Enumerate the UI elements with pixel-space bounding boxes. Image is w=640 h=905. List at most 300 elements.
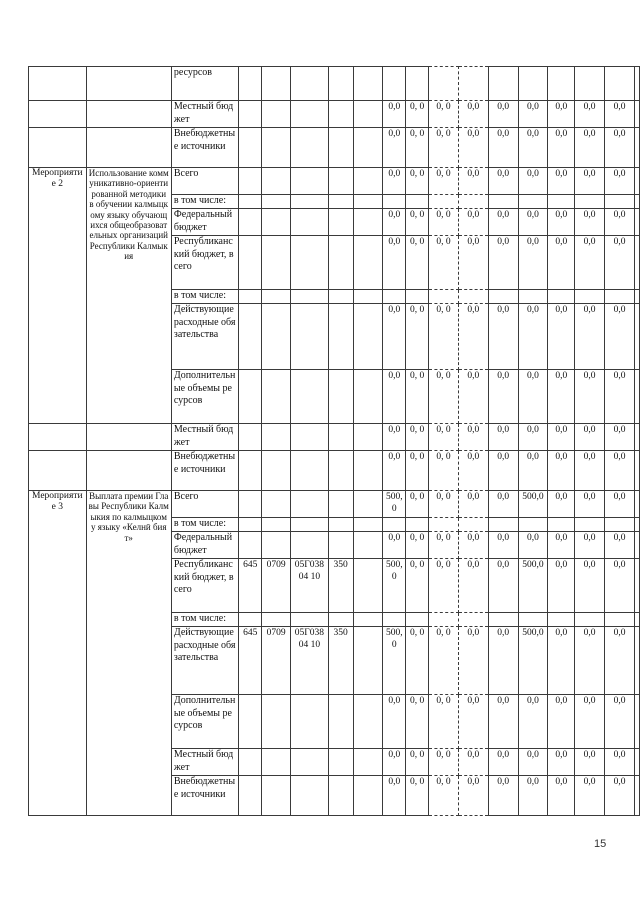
value-cell xyxy=(458,518,488,532)
value-cell xyxy=(605,518,635,532)
measure-description-cell xyxy=(86,451,171,491)
value-cell: 0,0 xyxy=(548,491,575,518)
value-cell xyxy=(635,290,640,304)
funding-source-cell: в том числе: xyxy=(171,195,238,209)
value-cell: 0,0 xyxy=(488,370,518,424)
value-cell xyxy=(635,776,640,816)
value-cell: 0,0 xyxy=(383,128,406,168)
value-cell xyxy=(488,195,518,209)
value-cell: 0,0 xyxy=(605,168,635,195)
value-cell xyxy=(548,195,575,209)
value-cell: 0,0 xyxy=(575,559,605,613)
funding-source-cell: Внебюджетные источники xyxy=(171,128,238,168)
value-cell: 0, 0 xyxy=(429,695,459,749)
funding-source-cell: Дополнительные объемы ресурсов xyxy=(171,695,238,749)
value-cell: 0, 0 xyxy=(429,776,459,816)
funding-source-cell: Местный бюджет xyxy=(171,424,238,451)
budget-code-cell xyxy=(239,613,262,627)
value-cell xyxy=(429,195,459,209)
value-cell: 0, 0 xyxy=(429,532,459,559)
budget-code-cell xyxy=(262,195,291,209)
value-cell xyxy=(635,195,640,209)
budget-code-cell: 05Г03804 10 xyxy=(291,559,329,613)
value-cell: 0, 0 xyxy=(406,695,429,749)
budget-code-cell xyxy=(291,695,329,749)
budget-code-cell xyxy=(291,451,329,491)
budget-code-cell xyxy=(353,749,383,776)
value-cell: 0, 0 xyxy=(406,128,429,168)
value-cell: 0, 0 xyxy=(406,424,429,451)
value-cell: 0,0 xyxy=(458,424,488,451)
measure-description-cell: Выплата премии Главы Республики Калмыкия по калмыцкому языку «Келнӣ бият» xyxy=(86,491,171,816)
value-cell: 0,0 xyxy=(548,370,575,424)
value-cell: 0,0 xyxy=(383,451,406,491)
value-cell: 0, 0 xyxy=(429,209,459,236)
value-cell: 0,0 xyxy=(488,532,518,559)
funding-source-cell: Местный бюджет xyxy=(171,749,238,776)
value-cell xyxy=(429,67,459,101)
budget-code-cell xyxy=(239,776,262,816)
budget-table xyxy=(28,66,640,816)
value-cell: 0,0 xyxy=(458,128,488,168)
value-cell xyxy=(518,290,548,304)
budget-code-cell xyxy=(353,67,383,101)
value-cell: 0, 0 xyxy=(429,749,459,776)
value-cell: 0,0 xyxy=(458,627,488,695)
budget-code-cell xyxy=(239,532,262,559)
value-cell: 0,0 xyxy=(575,451,605,491)
budget-code-cell xyxy=(262,370,291,424)
value-cell: 0,0 xyxy=(518,532,548,559)
value-cell: 0, 0 xyxy=(406,776,429,816)
budget-code-cell: 645 xyxy=(239,559,262,613)
budget-code-cell xyxy=(353,518,383,532)
value-cell: 0,0 xyxy=(488,128,518,168)
budget-code-cell xyxy=(291,518,329,532)
budget-code-cell xyxy=(239,451,262,491)
value-cell: 0,0 xyxy=(383,749,406,776)
value-cell: 0,0 xyxy=(575,209,605,236)
budget-code-cell xyxy=(291,776,329,816)
value-cell: 0,0 xyxy=(458,236,488,290)
budget-code-cell xyxy=(328,236,353,290)
value-cell: 0, 0 xyxy=(429,128,459,168)
budget-code-cell xyxy=(239,304,262,370)
budget-code-cell xyxy=(328,195,353,209)
value-cell: 0,0 xyxy=(458,491,488,518)
value-cell: 0,0 xyxy=(548,209,575,236)
funding-source-cell: Внебюджетные источники xyxy=(171,451,238,491)
value-cell: 0,0 xyxy=(488,491,518,518)
value-cell: 0,0 xyxy=(458,695,488,749)
value-cell: 0,0 xyxy=(518,695,548,749)
value-cell xyxy=(635,67,640,101)
value-cell: 0,0 xyxy=(488,559,518,613)
funding-source-cell: Федеральный бюджет xyxy=(171,532,238,559)
budget-code-cell xyxy=(239,370,262,424)
budget-code-cell xyxy=(262,491,291,518)
measure-name-cell: Мероприятие 2 xyxy=(29,168,87,424)
value-cell: 0,0 xyxy=(548,424,575,451)
budget-code-cell xyxy=(353,168,383,195)
value-cell: 500,0 xyxy=(518,559,548,613)
budget-code-cell: 350 xyxy=(328,627,353,695)
budget-code-cell xyxy=(262,209,291,236)
budget-code-cell xyxy=(291,195,329,209)
table-row xyxy=(29,491,640,518)
budget-code-cell xyxy=(328,776,353,816)
value-cell: 0,0 xyxy=(548,101,575,128)
value-cell: 0,0 xyxy=(458,532,488,559)
budget-code-cell xyxy=(239,749,262,776)
value-cell: 0,0 xyxy=(548,749,575,776)
budget-code-cell xyxy=(291,532,329,559)
value-cell: 0,0 xyxy=(575,304,605,370)
budget-code-cell xyxy=(291,613,329,627)
value-cell: 0,0 xyxy=(605,695,635,749)
value-cell: 0,0 xyxy=(458,776,488,816)
measure-name-cell xyxy=(29,67,87,101)
value-cell xyxy=(488,290,518,304)
value-cell: 0,0 xyxy=(488,209,518,236)
value-cell: 500,0 xyxy=(383,559,406,613)
value-cell: 0,0 xyxy=(548,304,575,370)
budget-code-cell xyxy=(262,290,291,304)
value-cell xyxy=(458,67,488,101)
value-cell xyxy=(575,195,605,209)
budget-code-cell xyxy=(239,128,262,168)
value-cell xyxy=(458,195,488,209)
value-cell xyxy=(429,518,459,532)
value-cell: 0,0 xyxy=(488,695,518,749)
funding-source-cell: Всего xyxy=(171,491,238,518)
value-cell xyxy=(575,290,605,304)
value-cell: 0,0 xyxy=(488,749,518,776)
value-cell: 0,0 xyxy=(575,532,605,559)
value-cell: 0, 0 xyxy=(429,370,459,424)
budget-code-cell xyxy=(353,370,383,424)
value-cell: 0,0 xyxy=(575,370,605,424)
value-cell: 0,0 xyxy=(548,168,575,195)
value-cell: 0, 0 xyxy=(406,370,429,424)
value-cell: 0, 0 xyxy=(429,168,459,195)
budget-code-cell xyxy=(353,491,383,518)
budget-code-cell xyxy=(353,424,383,451)
value-cell: 0,0 xyxy=(605,491,635,518)
budget-code-cell: 05Г03804 10 xyxy=(291,627,329,695)
funding-source-cell: Действующие расходные обязательства xyxy=(171,304,238,370)
value-cell xyxy=(488,518,518,532)
measure-description-cell xyxy=(86,101,171,128)
value-cell xyxy=(383,195,406,209)
budget-code-cell xyxy=(291,128,329,168)
budget-code-cell xyxy=(291,101,329,128)
value-cell: 0,0 xyxy=(458,168,488,195)
value-cell xyxy=(458,290,488,304)
value-cell xyxy=(635,128,640,168)
value-cell: 0,0 xyxy=(605,209,635,236)
funding-source-cell: Всего xyxy=(171,168,238,195)
value-cell: 0,0 xyxy=(383,168,406,195)
value-cell: 0,0 xyxy=(383,424,406,451)
value-cell: 0,0 xyxy=(383,209,406,236)
value-cell: 0,0 xyxy=(605,101,635,128)
budget-code-cell xyxy=(353,559,383,613)
value-cell xyxy=(518,613,548,627)
value-cell xyxy=(635,370,640,424)
budget-code-cell xyxy=(328,451,353,491)
value-cell xyxy=(406,195,429,209)
value-cell xyxy=(605,67,635,101)
budget-code-cell: 0709 xyxy=(262,627,291,695)
budget-code-cell xyxy=(239,195,262,209)
value-cell xyxy=(518,67,548,101)
value-cell: 0,0 xyxy=(458,304,488,370)
funding-source-cell: Действующие расходные обязательства xyxy=(171,627,238,695)
budget-code-cell xyxy=(328,67,353,101)
value-cell: 0,0 xyxy=(458,749,488,776)
value-cell xyxy=(488,67,518,101)
budget-code-cell xyxy=(239,67,262,101)
measure-description-cell: Использование коммуникативно-ориентированной методики в обучении калмыцкому языку обучающихся общеобразовательных организаций Республики Калмыкия xyxy=(86,168,171,424)
funding-source-cell: ресурсов xyxy=(171,67,238,101)
value-cell xyxy=(635,304,640,370)
budget-code-cell xyxy=(262,451,291,491)
budget-code-cell xyxy=(328,424,353,451)
value-cell: 0,0 xyxy=(575,424,605,451)
funding-source-cell: Дополнительные объемы ресурсов xyxy=(171,370,238,424)
value-cell: 0,0 xyxy=(383,370,406,424)
budget-code-cell xyxy=(262,532,291,559)
value-cell: 0,0 xyxy=(605,451,635,491)
value-cell xyxy=(383,290,406,304)
budget-code-cell xyxy=(291,209,329,236)
budget-code-cell xyxy=(353,451,383,491)
budget-code-cell xyxy=(239,695,262,749)
value-cell xyxy=(605,613,635,627)
value-cell: 0,0 xyxy=(383,695,406,749)
value-cell: 0,0 xyxy=(575,128,605,168)
value-cell xyxy=(406,290,429,304)
budget-code-cell xyxy=(328,491,353,518)
value-cell: 0,0 xyxy=(518,304,548,370)
value-cell xyxy=(458,613,488,627)
budget-code-cell xyxy=(353,209,383,236)
budget-code-cell xyxy=(353,236,383,290)
value-cell: 0,0 xyxy=(575,236,605,290)
budget-code-cell xyxy=(262,304,291,370)
value-cell xyxy=(488,613,518,627)
budget-code-cell xyxy=(291,424,329,451)
value-cell: 0, 0 xyxy=(406,491,429,518)
value-cell: 0,0 xyxy=(518,209,548,236)
budget-code-cell xyxy=(328,101,353,128)
value-cell: 0,0 xyxy=(488,101,518,128)
page-number: 15 xyxy=(594,838,607,850)
budget-code-cell xyxy=(239,209,262,236)
value-cell xyxy=(635,491,640,518)
table-row xyxy=(29,101,640,128)
value-cell: 0,0 xyxy=(548,695,575,749)
budget-code-cell xyxy=(291,491,329,518)
table-row xyxy=(29,451,640,491)
value-cell: 0,0 xyxy=(458,451,488,491)
value-cell xyxy=(383,67,406,101)
value-cell: 0, 0 xyxy=(406,304,429,370)
value-cell: 0, 0 xyxy=(429,451,459,491)
budget-code-cell xyxy=(291,290,329,304)
value-cell: 0,0 xyxy=(488,304,518,370)
table-row xyxy=(29,168,640,195)
value-cell: 0, 0 xyxy=(429,559,459,613)
measure-name-cell xyxy=(29,451,87,491)
value-cell: 0,0 xyxy=(548,451,575,491)
value-cell xyxy=(635,695,640,749)
value-cell: 0,0 xyxy=(488,451,518,491)
value-cell: 0,0 xyxy=(548,776,575,816)
budget-code-cell xyxy=(291,749,329,776)
value-cell: 0,0 xyxy=(458,101,488,128)
budget-code-cell xyxy=(239,101,262,128)
budget-code-cell xyxy=(353,195,383,209)
value-cell: 0,0 xyxy=(488,627,518,695)
value-cell xyxy=(548,518,575,532)
funding-source-cell: Республиканский бюджет, всего xyxy=(171,559,238,613)
value-cell xyxy=(429,613,459,627)
budget-code-cell xyxy=(262,613,291,627)
value-cell xyxy=(635,518,640,532)
budget-code-cell xyxy=(353,101,383,128)
measure-description-cell xyxy=(86,128,171,168)
budget-code-cell: 350 xyxy=(328,559,353,613)
value-cell xyxy=(635,627,640,695)
table-row xyxy=(29,67,640,101)
value-cell xyxy=(518,195,548,209)
table-row xyxy=(29,424,640,451)
budget-code-cell xyxy=(239,168,262,195)
value-cell: 0,0 xyxy=(518,451,548,491)
value-cell: 0,0 xyxy=(575,491,605,518)
value-cell: 0, 0 xyxy=(429,627,459,695)
budget-code-cell xyxy=(353,627,383,695)
budget-code-cell xyxy=(239,424,262,451)
budget-code-cell xyxy=(239,290,262,304)
value-cell: 0,0 xyxy=(383,236,406,290)
funding-source-cell: Федеральный бюджет xyxy=(171,209,238,236)
value-cell: 0, 0 xyxy=(406,101,429,128)
budget-code-cell xyxy=(353,776,383,816)
value-cell: 0,0 xyxy=(383,776,406,816)
value-cell: 0,0 xyxy=(548,559,575,613)
value-cell: 0,0 xyxy=(488,776,518,816)
value-cell xyxy=(635,101,640,128)
table-row xyxy=(29,128,640,168)
budget-code-cell xyxy=(262,776,291,816)
funding-source-cell: в том числе: xyxy=(171,290,238,304)
funding-source-cell: Внебюджетные источники xyxy=(171,776,238,816)
value-cell: 0,0 xyxy=(605,627,635,695)
value-cell xyxy=(575,67,605,101)
value-cell: 0,0 xyxy=(605,370,635,424)
value-cell xyxy=(548,67,575,101)
budget-code-cell xyxy=(239,236,262,290)
value-cell xyxy=(406,613,429,627)
budget-code-cell xyxy=(328,613,353,627)
value-cell: 0,0 xyxy=(518,749,548,776)
value-cell: 0, 0 xyxy=(406,451,429,491)
value-cell xyxy=(635,168,640,195)
budget-code-cell xyxy=(262,749,291,776)
value-cell: 0,0 xyxy=(518,424,548,451)
value-cell: 500,0 xyxy=(383,491,406,518)
value-cell: 0,0 xyxy=(488,236,518,290)
budget-code-cell xyxy=(262,128,291,168)
budget-code-cell xyxy=(328,532,353,559)
budget-code-cell xyxy=(291,370,329,424)
budget-code-cell xyxy=(239,491,262,518)
measure-description-cell xyxy=(86,67,171,101)
value-cell xyxy=(635,451,640,491)
value-cell xyxy=(383,518,406,532)
value-cell: 0, 0 xyxy=(406,209,429,236)
value-cell: 0,0 xyxy=(548,128,575,168)
value-cell: 0, 0 xyxy=(429,424,459,451)
value-cell: 0,0 xyxy=(518,776,548,816)
value-cell xyxy=(635,613,640,627)
value-cell: 500,0 xyxy=(518,627,548,695)
value-cell: 0,0 xyxy=(605,128,635,168)
measure-name-cell xyxy=(29,424,87,451)
value-cell: 0, 0 xyxy=(406,236,429,290)
value-cell: 0,0 xyxy=(518,236,548,290)
value-cell: 0, 0 xyxy=(406,749,429,776)
budget-code-cell xyxy=(328,209,353,236)
value-cell: 0,0 xyxy=(518,101,548,128)
budget-code-cell: 645 xyxy=(239,627,262,695)
budget-code-cell xyxy=(328,290,353,304)
value-cell xyxy=(635,424,640,451)
value-cell: 0,0 xyxy=(605,532,635,559)
value-cell: 0,0 xyxy=(518,168,548,195)
funding-source-cell: в том числе: xyxy=(171,518,238,532)
value-cell: 0, 0 xyxy=(429,101,459,128)
value-cell: 0,0 xyxy=(605,559,635,613)
budget-code-cell xyxy=(262,518,291,532)
budget-code-cell xyxy=(328,128,353,168)
value-cell: 0, 0 xyxy=(406,627,429,695)
budget-code-cell xyxy=(328,304,353,370)
budget-code-cell xyxy=(328,695,353,749)
budget-code-cell xyxy=(262,424,291,451)
budget-code-cell xyxy=(262,695,291,749)
budget-code-cell xyxy=(328,518,353,532)
budget-code-cell xyxy=(262,67,291,101)
budget-code-cell: 0709 xyxy=(262,559,291,613)
funding-source-cell: Республиканский бюджет, всего xyxy=(171,236,238,290)
measure-description-cell xyxy=(86,424,171,451)
budget-code-cell xyxy=(328,168,353,195)
value-cell: 0,0 xyxy=(383,304,406,370)
budget-code-cell xyxy=(353,128,383,168)
value-cell: 500,0 xyxy=(518,491,548,518)
value-cell: 0,0 xyxy=(458,370,488,424)
value-cell xyxy=(575,518,605,532)
value-cell xyxy=(605,290,635,304)
budget-code-cell xyxy=(262,236,291,290)
value-cell: 0,0 xyxy=(575,776,605,816)
budget-code-cell xyxy=(328,370,353,424)
value-cell xyxy=(635,236,640,290)
